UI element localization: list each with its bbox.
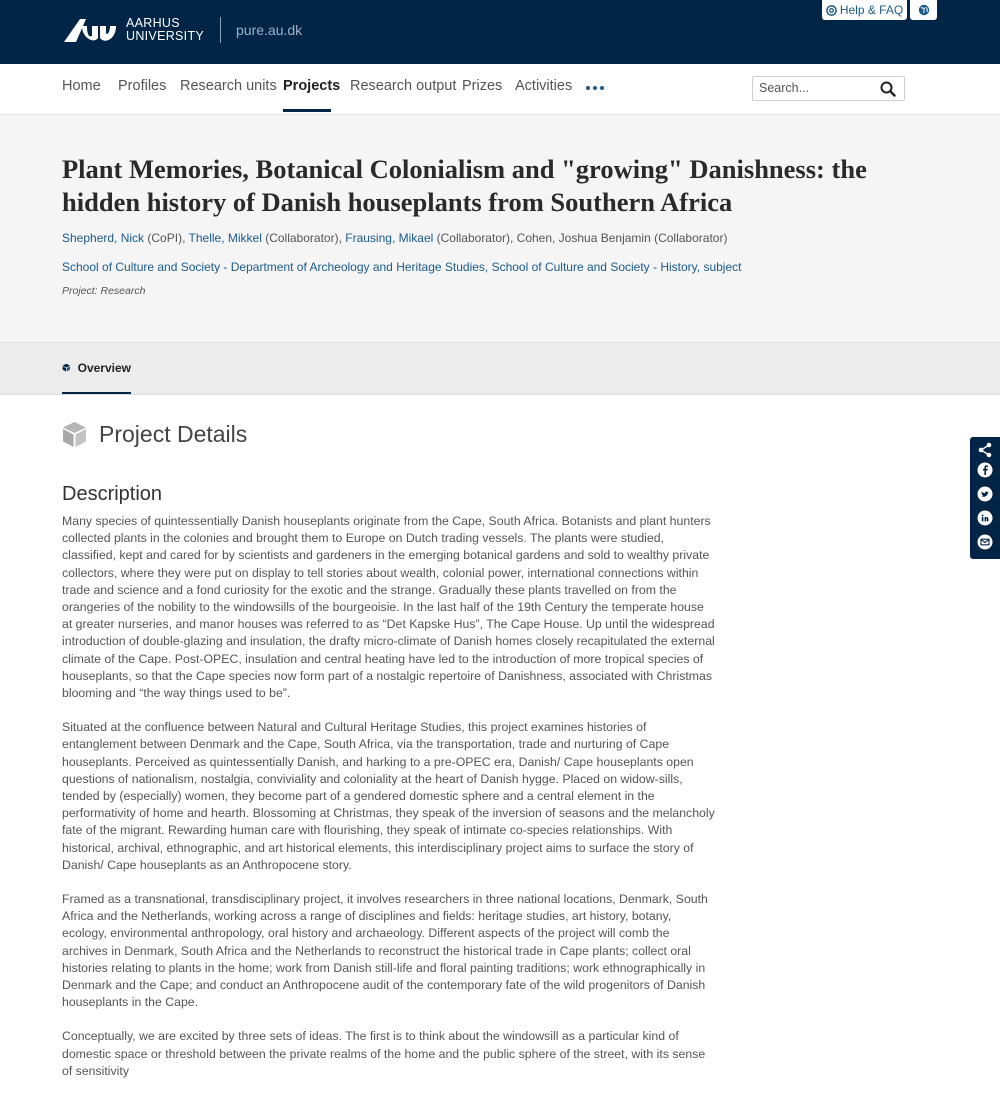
nav-research-output[interactable]: Research output — [350, 78, 457, 94]
linkedin-icon[interactable] — [977, 510, 993, 526]
nav-research-units[interactable]: Research units — [180, 78, 277, 94]
participant-link[interactable]: Thelle, Mikkel — [188, 231, 262, 245]
logo-line-2: UNIVERSITY — [126, 29, 205, 43]
participant-role: (CoPI) — [147, 231, 183, 245]
org-link[interactable]: School of Culture and Society - Department of Archeology and Heritage Studies — [62, 260, 485, 274]
more-dots-icon[interactable] — [586, 86, 604, 90]
description-paragraph: Conceptually, we are excited by three sets of ideas. The first is to think about the windowsill as a particular kind of domestic space or threshold between the private realms of the home and the public sphere of the street, with its sense of sensitivity — [62, 1029, 706, 1078]
project-type: Project: Research — [62, 285, 146, 297]
site-name: pure.au.dk — [236, 22, 303, 38]
nav-prizes[interactable]: Prizes — [462, 78, 503, 94]
org-link[interactable]: School of Culture and Society - History, subject — [491, 260, 742, 274]
description-paragraph: Framed as a transnational, transdisciplinary project, it involves researchers in three national locations, Denmark, South Africa and the Netherlands, working across a range of disciplines and fields: heritage studies, art history, botany, ecology, environmental anthropology, oral history and archaeology. Different aspects of the project will comb the archives in Denmark, South Africa and the Netherlands to reconstruct the historical trade in Cape plants; collect oral histories relating to plants in the home; work from Danish still-life and floral painting traditions; work ethnographically in Denmark and the Cape; and conduct an Anthropocene audit of the contemporary fate of the wild progenitors of Danish houseplants in the Cape. — [62, 892, 708, 1010]
aarhus-university-logo[interactable] — [62, 16, 302, 44]
nav-activities[interactable]: Activities — [515, 78, 573, 94]
cube-icon — [62, 361, 71, 374]
help-faq-button[interactable] — [822, 0, 907, 20]
lifebuoy-icon — [826, 5, 837, 16]
globe-icon — [918, 4, 930, 16]
logo-divider — [220, 17, 221, 43]
participant-link[interactable]: Frausing, Mikael — [345, 231, 434, 245]
logo-wordmark — [126, 17, 204, 43]
help-faq-label: Help & FAQ — [839, 3, 904, 17]
language-button[interactable] — [910, 0, 937, 20]
participant-link[interactable]: Shepherd, Nick — [62, 231, 145, 245]
share-sidebar — [970, 437, 1000, 559]
tab-overview-label: Overview — [77, 360, 131, 375]
description-text — [62, 513, 717, 1097]
page-title: Plant Memories, Botanical Colonialism and "growing" Danishness: the hidden history of Danish houseplants from Southern Africa — [62, 154, 867, 217]
tab-bar — [0, 342, 1000, 395]
section-title: Project Details — [99, 421, 248, 447]
description-heading: Description — [62, 483, 163, 505]
logo-line-1: AARHUS — [126, 16, 180, 30]
description-paragraph: Situated at the confluence between Natural and Cultural Heritage Studies, this project examines histories of entanglement between Denmark and the Cape, South Africa, via the transportation, trade and nurturing of Cape houseplants. Perceived as quintessentially Danish, and harking to a pre-OPEC era, Danish/ Cape houseplants open questions of nationalism, nostalgia, conviviality and coloniality at the heart of Danish hygge. Placed on widow-sills, tended by (especially) women, they become part of a gendered domestic sphere and a central element in the performativity of home and hearth. Blossoming at Christmas, they speak of the inversion of seasons and the melancholy fate of the migrant. Rewarding human care with flourishing, they speak of intimate co-species relationships. With historical, archival, ethnographic, and art historical elements, this interdisciplinary project aims to surface the story of Danish/ Cape houseplants as an Anthropocene story. — [62, 720, 715, 872]
nav-profiles[interactable]: Profiles — [118, 78, 167, 94]
project-organisations: School of Culture and Society - Department of Archeology and Heritage Studies, School of Culture and Society - History, subject — [62, 260, 742, 274]
project-details-heading — [62, 421, 247, 448]
share-icon[interactable] — [977, 442, 993, 458]
nav-active-indicator — [283, 109, 331, 112]
main-nav — [0, 64, 1000, 115]
description-paragraph: Many species of quintessentially Danish houseplants originate from the Cape, South Africa. Botanists and plant hunters collected plants in the colonies and brought them to Europe on Dutch trading vessels. The plants were studied, classified, kept and cared for by scientists and gardeners in the emerging botanical gardens and sold to wealthy private collectors, where they were put on display to tell stories about wealth, colonial power, international connections within trade and science and a fond curiosity for the exotic and the strange. Gradually these plants travelled on from the orangeries of the nobility to the windowsills of the bourgeoisie. In the last half of the 19th Century the temperate house at greater nurseries, and manor houses was referred to as “Det Kapske Hus”, The Cape House. Up until the widespread introduction of double-glazing and insulation, the drafty micro-climate of Danish homes closely recapitulated the external climate of the Cape. Post-OPEC, insulation and central heating have led to the introduction of more tropical species of houseplants, so that the Cape species now form part of a nostalgic repertoire of Danishness, associated with Christmas blooming and “the way things used to be”. — [62, 514, 715, 701]
twitter-icon[interactable] — [977, 486, 993, 502]
nav-projects[interactable]: Projects — [283, 78, 341, 94]
top-bar — [0, 0, 1000, 64]
email-icon[interactable] — [977, 534, 993, 550]
participant-role: (Collaborator) — [654, 231, 728, 245]
search-input[interactable] — [759, 79, 871, 97]
participant-role: (Collaborator) — [265, 231, 339, 245]
project-participants: Shepherd, Nick (CoPI), Thelle, Mikkel (Collaborator), Frausing, Mikael (Collaborator), Cohen, Joshua Benjamin (Collaborator) — [62, 231, 728, 245]
participant-role: (Collaborator) — [436, 231, 510, 245]
tab-overview[interactable] — [62, 343, 131, 394]
participant-name: Cohen, Joshua Benjamin — [516, 231, 651, 245]
au-logo-icon — [62, 16, 118, 44]
nav-home[interactable]: Home — [62, 78, 101, 94]
facebook-icon[interactable] — [977, 462, 993, 478]
project-header — [0, 115, 1000, 342]
cube-icon — [62, 421, 87, 448]
search-icon[interactable] — [879, 80, 897, 98]
search-box — [752, 76, 905, 101]
